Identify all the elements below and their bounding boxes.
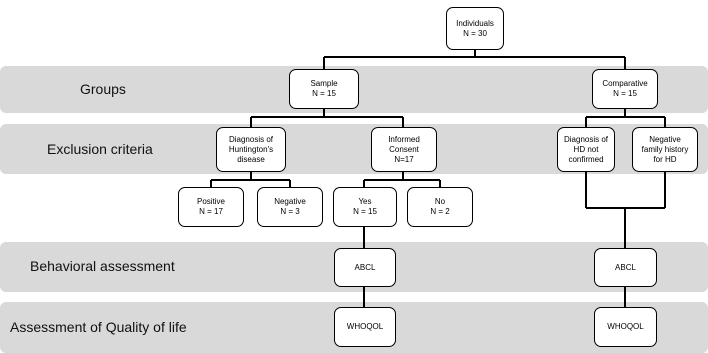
- quality-of-life-label: Assessment of Quality of life: [10, 319, 187, 335]
- node-comparative: Comparative N = 15: [592, 69, 658, 109]
- exclusion-criteria-label: Exclusion criteria: [47, 141, 153, 157]
- node-no: No N = 2: [407, 187, 473, 227]
- node-individuals: Individuals N = 30: [446, 7, 504, 50]
- node-diagnosis-huntingtons: Diagnosis of Huntington's disease: [216, 127, 286, 172]
- node-whoqol-comparative: WHOQOL: [594, 307, 657, 347]
- node-negative: Negative N = 3: [257, 187, 323, 227]
- node-negative-family-history: Negative family history for HD: [632, 127, 698, 172]
- behavioral-assessment-label: Behavioral assessment: [30, 258, 175, 274]
- node-positive: Positive N = 17: [178, 187, 244, 227]
- node-informed-consent: Informed Consent N=17: [371, 127, 437, 172]
- node-whoqol-sample: WHOQOL: [334, 307, 396, 347]
- groups-label: Groups: [80, 81, 126, 97]
- node-abcl-comparative: ABCL: [594, 248, 657, 287]
- node-abcl-sample: ABCL: [334, 248, 396, 287]
- node-diagnosis-not-confirmed: Diagnosis of HD not confirmed: [557, 127, 615, 172]
- node-yes: Yes N = 15: [333, 187, 397, 227]
- node-sample: Sample N = 15: [289, 69, 359, 109]
